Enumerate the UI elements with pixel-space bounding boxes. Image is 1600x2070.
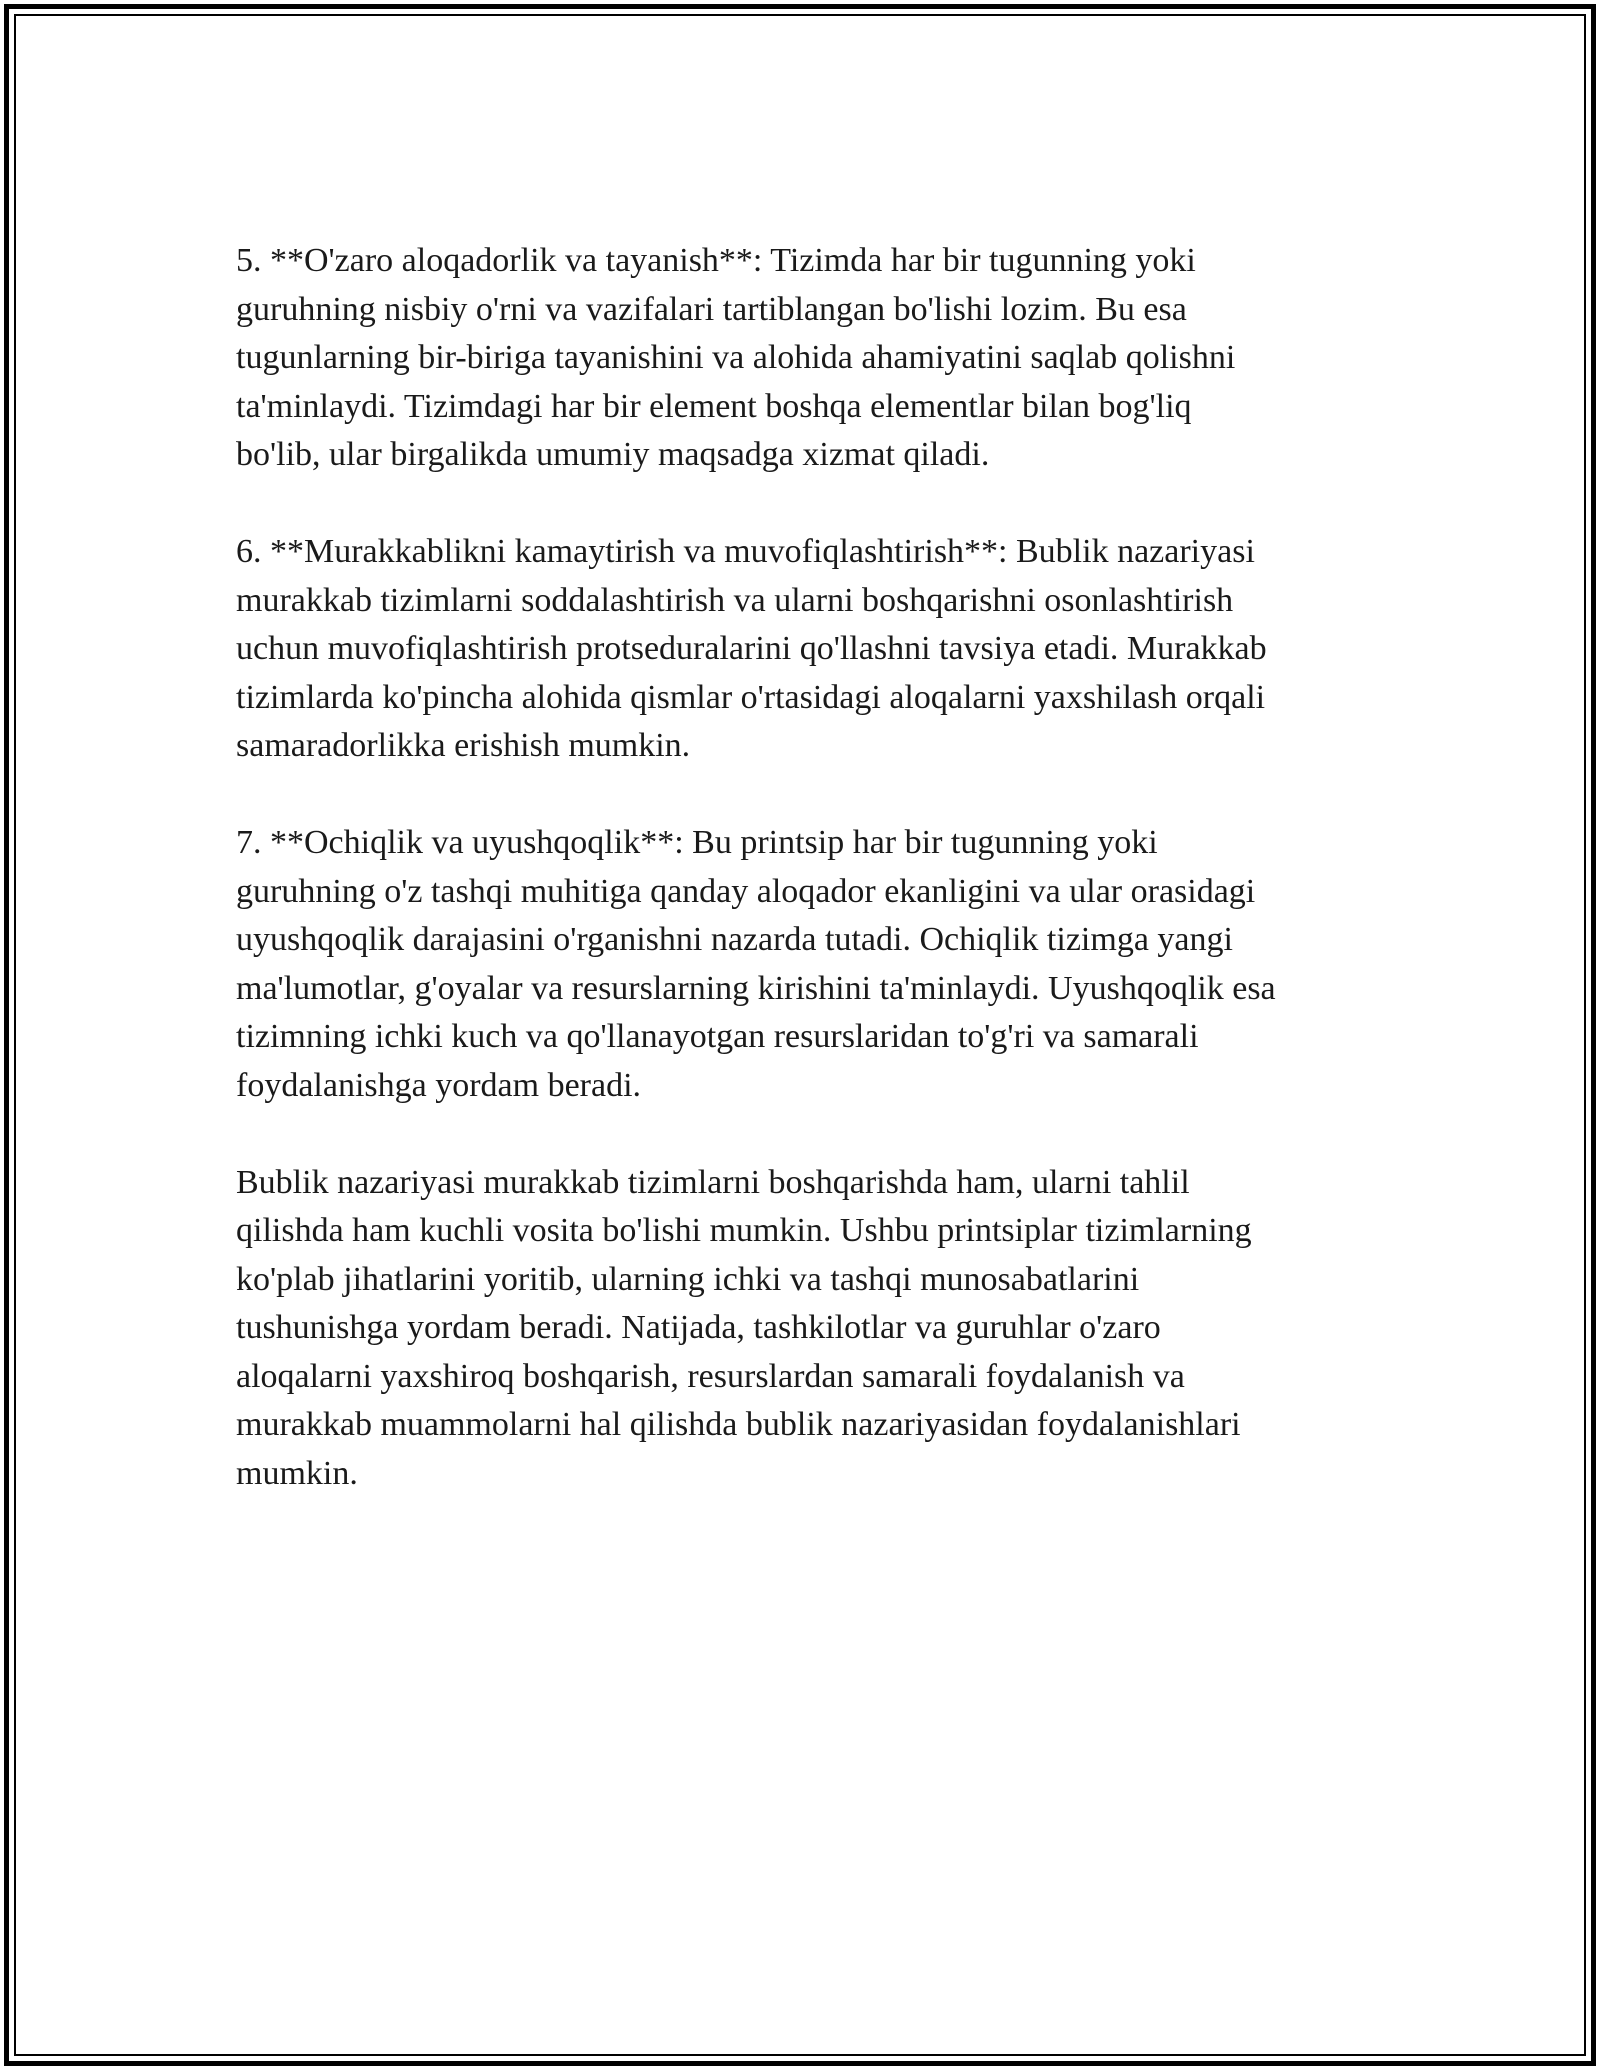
text-line: mumkin.	[236, 1454, 358, 1492]
text-line: tizimlarda ko'pincha alohida qismlar o'rtasidagi aloqalarni yaxshilash orqali	[236, 678, 1266, 716]
text-line: murakkab muammolarni hal qilishda bublik nazariyasidan foydalanishlari	[236, 1406, 1241, 1443]
paragraph-item-6	[236, 528, 1376, 771]
text-line: ta'minlaydi. Tizimdagi har bir element boshqa elementlar bilan bog'liq	[236, 387, 1192, 425]
text-line: ma'lumotlar, g'oyalar va resurslarning kirishini ta'minlaydi. Uyushqoqlik esa	[236, 969, 1276, 1007]
text-line: 5. **O'zaro aloqadorlik va tayanish**: Tizimda har bir tugunning yoki	[236, 242, 1196, 279]
text-line: ko'plab jihatlarini yoritib, ularning ichki va tashqi munosabatlarini	[236, 1260, 1140, 1298]
text-line: samaradorlikka erishish mumkin.	[236, 727, 691, 764]
text-line: tizimning ichki kuch va qo'llanayotgan resurslaridan to'g'ri va samarali	[236, 1018, 1199, 1055]
text-line: foydalanishga yordam beradi.	[236, 1066, 642, 1104]
text-line: Bublik nazariyasi murakkab tizimlarni boshqarishda ham, ularni tahlil	[236, 1163, 1190, 1201]
text-line: murakkab tizimlarni soddalashtirish va ularni boshqarishni osonlashtirish	[236, 581, 1234, 619]
text-line: qilishda ham kuchli vosita bo'lishi mumkin. Ushbu printsiplar tizimlarning	[236, 1212, 1252, 1249]
text-line: tushunishga yordam beradi. Natijada, tashkilotlar va guruhlar o'zaro	[236, 1309, 1161, 1346]
text-line: bo'lib, ular birgalikda umumiy maqsadga xizmat qiladi.	[236, 436, 990, 473]
paragraph-item-5	[236, 237, 1376, 480]
text-line: 6. **Murakkablikni kamaytirish va muvofiqlashtirish**: Bublik nazariyasi	[236, 533, 1255, 570]
text-line: guruhning o'z tashqi muhitiga qanday aloqador ekanligini va ular orasidagi	[236, 872, 1256, 910]
text-line: guruhning nisbiy o'rni va vazifalari tartiblangan bo'lishi lozim. Bu esa	[236, 290, 1187, 328]
text-line: 7. **Ochiqlik va uyushqoqlik**: Bu printsip har bir tugunning yoki	[236, 824, 1158, 861]
text-line: uyushqoqlik darajasini o'rganishni nazarda tutadi. Ochiqlik tizimga yangi	[236, 921, 1233, 958]
paragraph-conclusion	[236, 1159, 1376, 1499]
text-line: aloqalarni yaxshiroq boshqarish, resurslardan samarali foydalanish va	[236, 1357, 1185, 1395]
text-line: uchun muvofiqlashtirish protseduralarini qo'llashni tavsiya etadi. Murakkab	[236, 630, 1267, 667]
paragraph-item-7	[236, 819, 1376, 1110]
text-line: tugunlarning bir-biriga tayanishini va alohida ahamiyatini saqlab qolishni	[236, 339, 1236, 376]
document-body	[236, 237, 1376, 1547]
